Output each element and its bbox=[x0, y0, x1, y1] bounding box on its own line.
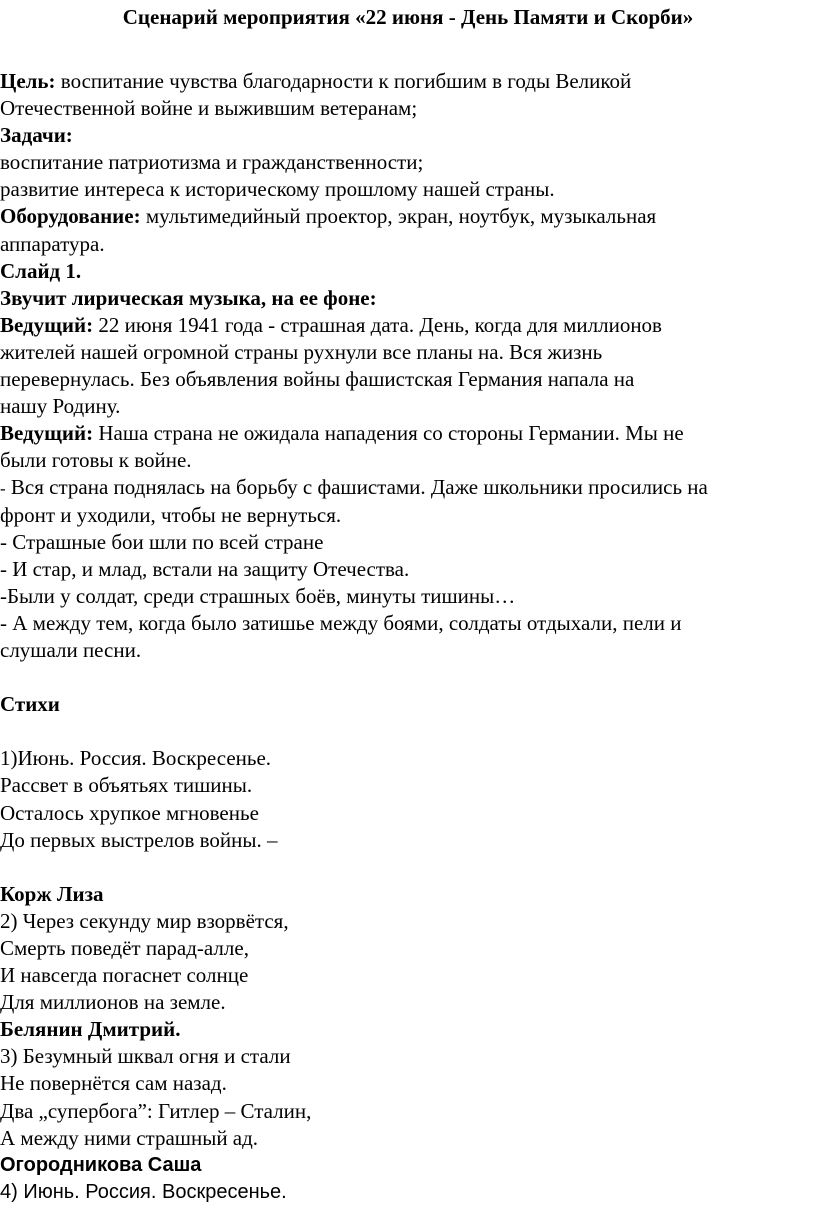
goal-line-1 bbox=[0, 68, 812, 95]
poem-3-line-1: 3) Безумный шквал огня и стали bbox=[0, 1044, 291, 1069]
poem-1-line-1: 1)Июнь. Россия. Воскресенье. bbox=[0, 746, 272, 771]
host-1-line-4: нашу Родину. bbox=[0, 394, 121, 419]
music-heading: Звучит лирическая музыка, на ее фоне: bbox=[0, 285, 377, 310]
narration-line-1a bbox=[0, 474, 812, 501]
poem-3-line-2: Не повернётся сам назад. bbox=[0, 1071, 227, 1096]
goal-label: Цель: bbox=[0, 69, 56, 93]
tasks-item-1: воспитание патриотизма и гражданственности; bbox=[0, 150, 424, 175]
tasks-item-2: развитие интереса к историческому прошлому нашей страны. bbox=[0, 177, 555, 202]
poem-4-line-1: 4) Июнь. Россия. Воскресенье. bbox=[0, 1180, 287, 1203]
host-2-line-2: были готовы к войне. bbox=[0, 448, 192, 473]
narration-line-5b: слушали песни. bbox=[0, 637, 142, 662]
narration-line-1b: фронт и уходили, чтобы не вернуться. bbox=[0, 502, 342, 527]
poems-heading: Стихи bbox=[0, 692, 60, 717]
poem-1-line-2: Рассвет в объятьях тишины. bbox=[0, 773, 253, 798]
poem-2-line-3: И навсегда погаснет солнце bbox=[0, 963, 249, 988]
host-1-line-3: перевернулась. Без объявления войны фашистская Германия напала на bbox=[0, 367, 635, 392]
goal-line-2: Отечественной войне и выжившим ветеранам; bbox=[0, 96, 418, 121]
host-1-line-2: жителей нашей огромной страны рухнули все планы на. Вся жизнь bbox=[0, 339, 603, 364]
narration-line-3: - И стар, и млад, встали на защиту Отечества. bbox=[0, 556, 410, 581]
spacer bbox=[0, 664, 812, 691]
poem-2-line-2: Смерть поведёт парад-алле, bbox=[0, 936, 249, 960]
equipment-line-2: аппаратура. bbox=[0, 231, 105, 256]
slide-heading: Слайд 1. bbox=[0, 258, 82, 283]
document-body bbox=[0, 68, 812, 1206]
poem-3-line-4: А между ними страшный ад. bbox=[0, 1125, 259, 1150]
narration-line-5a: - А между тем, когда было затишье между боями, солдаты отдыхали, пели и bbox=[0, 610, 682, 635]
host-1-label: Ведущий: bbox=[0, 312, 94, 337]
host-2-label: Ведущий: bbox=[0, 421, 94, 446]
spacer bbox=[0, 854, 812, 881]
equipment-label: Оборудование: bbox=[0, 204, 141, 229]
host-2-line-1 bbox=[0, 420, 812, 447]
reader-3: Огородникова Саша bbox=[0, 1153, 202, 1176]
reader-2: Белянин Дмитрий. bbox=[0, 1017, 181, 1042]
narration-text-1a: Вся страна поднялась на борьбу с фашистами. Даже школьники просились на bbox=[5, 475, 708, 500]
narration-dash: - bbox=[0, 479, 6, 499]
tasks-label: Задачи: bbox=[0, 123, 73, 148]
equipment-text-1: мультимедийный проектор, экран, ноутбук, музыкальная bbox=[140, 204, 657, 229]
poem-3-line-3: Два „супербога”: Гитлер – Сталин, bbox=[0, 1098, 312, 1123]
reader-1: Корж Лиза bbox=[0, 881, 104, 906]
host-2-text-1: Наша страна не ожидала нападения со стороны Германии. Мы не bbox=[93, 421, 684, 446]
poem-2-line-4: Для миллионов на земле. bbox=[0, 990, 226, 1015]
goal-text-1: воспитание чувства благодарности к погибшим в годы Великой bbox=[55, 69, 632, 93]
document-title: Сценарий мероприятия «22 июня - День Памяти и Скорби» bbox=[122, 5, 694, 29]
poem-2-line-1: 2) Через секунду мир взорвётся, bbox=[0, 908, 289, 933]
spacer bbox=[0, 718, 812, 745]
host-1-line-1 bbox=[0, 312, 812, 339]
narration-line-2: - Страшные бои шли по всей стране bbox=[0, 529, 324, 554]
narration-line-4: -Были у солдат, среди страшных боёв, минуты тишины… bbox=[0, 583, 516, 608]
equipment-line-1 bbox=[0, 203, 812, 230]
host-1-text-1: 22 июня 1941 года - страшная дата. День, когда для миллионов bbox=[93, 312, 662, 337]
poem-1-line-4: До первых выстрелов войны. – bbox=[0, 827, 278, 852]
poem-1-line-3: Осталось хрупкое мгновенье bbox=[0, 800, 259, 825]
